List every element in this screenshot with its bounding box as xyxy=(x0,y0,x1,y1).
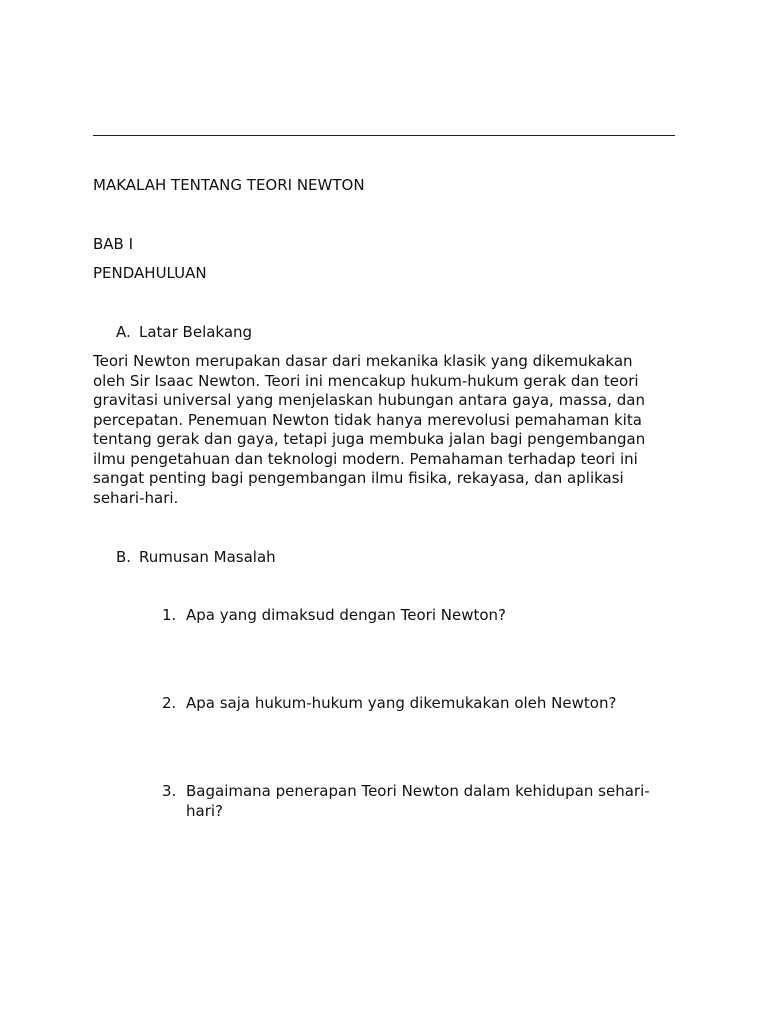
paragraph-line: ilmu pengetahuan dan teknologi modern. Pemahaman terhadap teori ini xyxy=(93,449,638,468)
section-heading-a xyxy=(116,323,252,343)
section-marker: A. xyxy=(116,323,131,341)
paragraph-line: oleh Sir Isaac Newton. Teori ini mencakup hukum-hukum gerak dan teori xyxy=(93,371,639,390)
question-text xyxy=(186,606,506,626)
chapter-title: PENDAHULUAN xyxy=(93,264,207,282)
question-line: hari? xyxy=(186,801,223,820)
paragraph-line: sehari-hari. xyxy=(93,488,179,507)
question-item xyxy=(162,606,506,626)
paragraph-line: tentang gerak dan gaya, tetapi juga membuka jalan bagi pengembangan xyxy=(93,430,646,448)
paragraph-line: sangat penting bagi pengembangan ilmu fisika, rekayasa, dan aplikasi xyxy=(93,469,624,487)
section-heading-text: Latar Belakang xyxy=(139,323,253,341)
question-line: Apa yang dimaksud dengan Teori Newton? xyxy=(186,606,507,624)
question-line: Apa saja hukum-hukum yang dikemukakan oleh Newton? xyxy=(186,694,617,712)
question-number: 3. xyxy=(162,782,177,800)
paragraph-line: Teori Newton merupakan dasar dari mekanika klasik yang dikemukakan xyxy=(93,352,633,370)
section-marker: B. xyxy=(116,548,132,566)
section-heading-b xyxy=(116,548,276,568)
question-text xyxy=(186,694,616,714)
question-item xyxy=(162,782,650,821)
paragraph-line: percepatan. Penemuan Newton tidak hanya merevolusi pemahaman kita xyxy=(93,410,642,429)
question-text xyxy=(186,782,650,821)
paragraph-line: gravitasi universal yang menjelaskan hubungan antara gaya, massa, dan xyxy=(93,391,645,409)
background-paragraph xyxy=(93,352,673,508)
question-line: Bagaimana penerapan Teori Newton dalam kehidupan sehari- xyxy=(186,782,650,800)
section-heading-text: Rumusan Masalah xyxy=(139,548,276,566)
document-title: MAKALAH TENTANG TEORI NEWTON xyxy=(93,176,365,194)
question-item xyxy=(162,694,616,714)
question-number: 1. xyxy=(162,606,177,624)
chapter-number: BAB I xyxy=(93,235,134,253)
header-rule xyxy=(93,135,675,136)
question-number: 2. xyxy=(162,694,177,712)
